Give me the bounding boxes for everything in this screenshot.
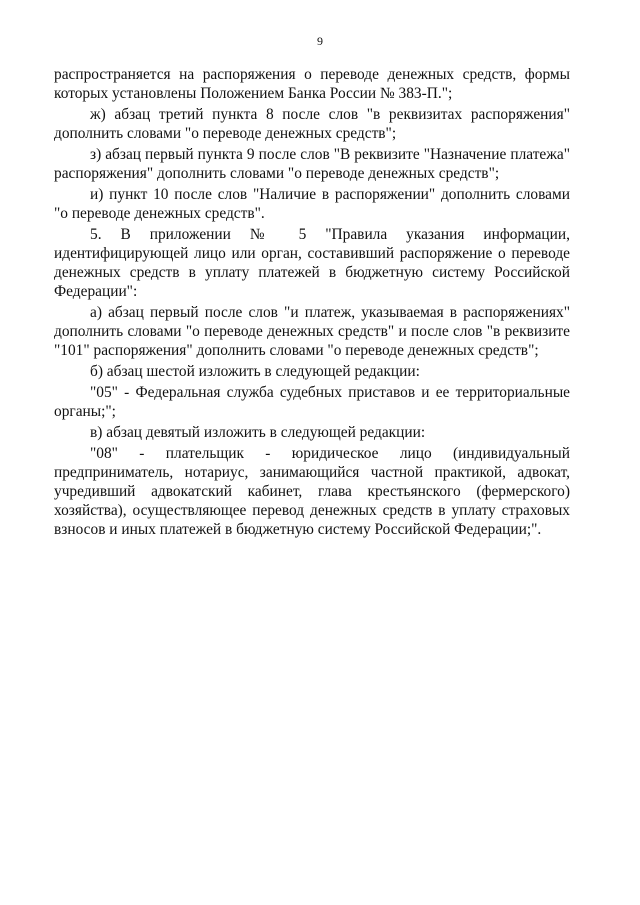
paragraph-item-v: в) абзац девятый изложить в следующей редакции: — [90, 424, 426, 441]
paragraph-item-zh: ж) абзац третий пункта 8 после слов "в реквизитах распоряжения" дополнить словами "о переводе денежных средств"; — [54, 106, 570, 142]
paragraph-section-5: 5. В приложении № 5 "Правила указания информации, идентифицирующей лицо или орган, составивший распоряжение о переводе денежных средств в уплату платежей в бюджетную систему Российской Федерации": — [54, 226, 570, 300]
page-number: 9 — [317, 34, 323, 48]
paragraph-continuation: распространяется на распоряжения о переводе денежных средств, формы которых установлены Положением Банка России № 383-П."; — [54, 66, 570, 102]
document-body — [54, 65, 570, 541]
paragraph-item-b: б) абзац шестой изложить в следующей редакции: — [90, 363, 420, 380]
paragraph-item-z: з) абзац первый пункта 9 после слов "В реквизите "Назначение платежа" распоряжения" дополнить словами "о переводе денежных средств"; — [54, 146, 570, 182]
paragraph-item-i: и) пункт 10 после слов "Наличие в распоряжении" дополнить словами "о переводе денежных средств". — [54, 186, 570, 222]
paragraph-quote-05: "05" - Федеральная служба судебных приставов и ее территориальные органы;"; — [54, 384, 570, 420]
paragraph-item-a: а) абзац первый после слов "и платеж, указываемая в распоряжениях" дополнить словами "о переводе денежных средств" и после слов "в реквизите "101" распоряжения" дополнить словами "о переводе денежных средств"; — [54, 304, 570, 359]
paragraph-quote-08: "08" - плательщик - юридическое лицо (индивидуальный предприниматель, нотариус, занимающийся частной практикой, адвокат, учредивший адвокатский кабинет, глава крестьянского (фермерского) хозяйства), осуществляющее перевод денежных средств в уплату страховых взносов и иных платежей в бюджетную систему Российской Федерации;". — [54, 445, 570, 538]
